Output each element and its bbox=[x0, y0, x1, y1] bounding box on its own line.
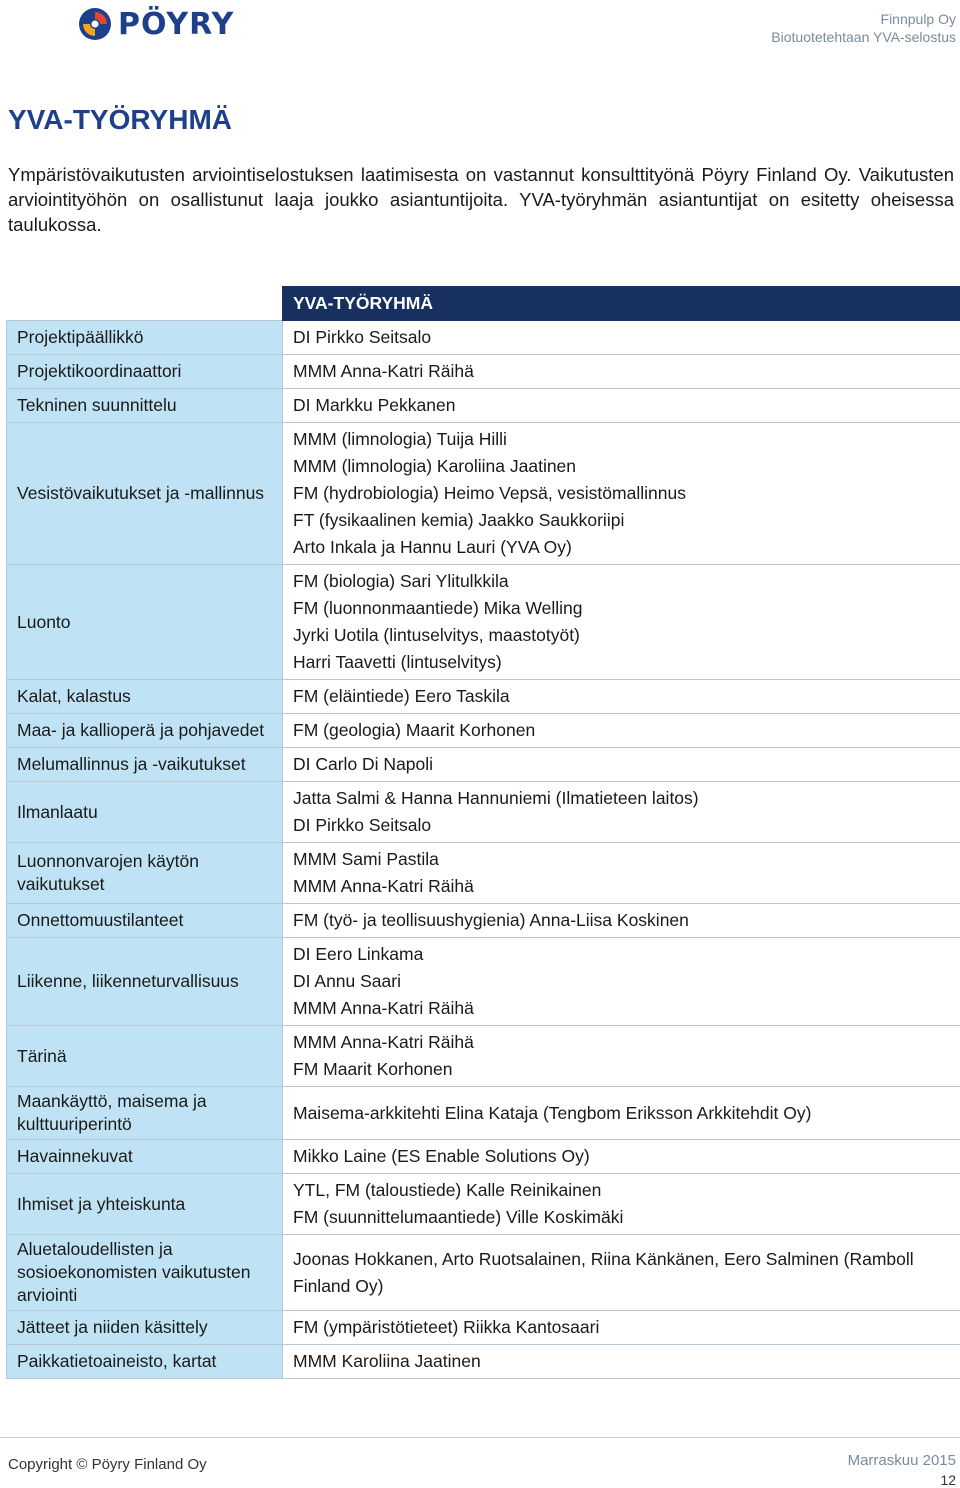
member-name: FM Maarit Korhonen bbox=[293, 1056, 950, 1083]
copyright: Copyright © Pöyry Finland Oy bbox=[8, 1456, 207, 1473]
table-row bbox=[7, 1235, 960, 1311]
page-footer bbox=[0, 1437, 960, 1488]
header-info bbox=[771, 10, 956, 46]
category-cell: Kalat, kalastus bbox=[7, 680, 283, 714]
table-row bbox=[7, 389, 960, 423]
members-cell bbox=[283, 389, 960, 423]
table-row bbox=[7, 1174, 960, 1235]
member-name: MMM Anna-Katri Räihä bbox=[293, 1029, 950, 1056]
member-name: MMM Karoliina Jaatinen bbox=[293, 1348, 950, 1375]
member-name: DI Carlo Di Napoli bbox=[293, 751, 950, 778]
member-name: DI Pirkko Seitsalo bbox=[293, 812, 950, 839]
member-name: MMM Sami Pastila bbox=[293, 846, 950, 873]
category-cell: Aluetaloudellisten ja sosioekonomisten vaikutusten arviointi bbox=[7, 1235, 283, 1311]
members-cell bbox=[283, 565, 960, 680]
category-cell: Projektipäällikkö bbox=[7, 321, 283, 355]
category-cell: Onnettomuustilanteet bbox=[7, 904, 283, 938]
project-name: Biotuotetehtaan YVA-selostus bbox=[771, 28, 956, 46]
member-name: DI Eero Linkama bbox=[293, 941, 950, 968]
poyry-logo-icon bbox=[78, 7, 112, 41]
team-table bbox=[6, 286, 960, 1379]
members-cell bbox=[283, 1087, 960, 1140]
member-name: FM (suunnittelumaantiede) Ville Koskimäki bbox=[293, 1204, 950, 1231]
table-row bbox=[7, 321, 960, 355]
members-cell bbox=[283, 355, 960, 389]
member-name: Harri Taavetti (lintuselvitys) bbox=[293, 649, 950, 676]
members-cell bbox=[283, 1140, 960, 1174]
member-name: Arto Inkala ja Hannu Lauri (YVA Oy) bbox=[293, 534, 950, 561]
members-cell bbox=[283, 1174, 960, 1235]
category-cell: Ihmiset ja yhteiskunta bbox=[7, 1174, 283, 1235]
member-name: FM (ympäristötieteet) Riikka Kantosaari bbox=[293, 1314, 950, 1341]
members-cell bbox=[283, 782, 960, 843]
members-cell bbox=[283, 680, 960, 714]
table-body bbox=[7, 321, 960, 1379]
category-cell: Liikenne, liikenneturvallisuus bbox=[7, 938, 283, 1026]
category-cell: Luonnonvarojen käytön vaikutukset bbox=[7, 843, 283, 904]
table-row bbox=[7, 714, 960, 748]
category-cell: Vesistövaikutukset ja -mallinnus bbox=[7, 423, 283, 565]
table-row bbox=[7, 423, 960, 565]
member-name: MMM Anna-Katri Räihä bbox=[293, 358, 950, 385]
members-cell bbox=[283, 1311, 960, 1345]
table-row bbox=[7, 904, 960, 938]
members-cell bbox=[283, 1235, 960, 1311]
member-name: MMM Anna-Katri Räihä bbox=[293, 995, 950, 1022]
member-name: DI Pirkko Seitsalo bbox=[293, 324, 950, 351]
category-cell: Projektikoordinaattori bbox=[7, 355, 283, 389]
table-row bbox=[7, 1345, 960, 1379]
footer-date: Marraskuu 2015 bbox=[848, 1452, 956, 1469]
category-cell: Jätteet ja niiden käsittely bbox=[7, 1311, 283, 1345]
member-name: MMM (limnologia) Tuija Hilli bbox=[293, 426, 950, 453]
members-cell bbox=[283, 843, 960, 904]
table-row bbox=[7, 782, 960, 843]
category-cell: Maa- ja kallioperä ja pohjavedet bbox=[7, 714, 283, 748]
members-cell bbox=[283, 904, 960, 938]
category-cell: Luonto bbox=[7, 565, 283, 680]
category-cell: Tärinä bbox=[7, 1026, 283, 1087]
table-row bbox=[7, 355, 960, 389]
members-cell bbox=[283, 321, 960, 355]
members-cell bbox=[283, 938, 960, 1026]
member-name: DI Markku Pekkanen bbox=[293, 392, 950, 419]
member-name: FT (fysikaalinen kemia) Jaakko Saukkoriipi bbox=[293, 507, 950, 534]
table-row bbox=[7, 938, 960, 1026]
table-row bbox=[7, 1140, 960, 1174]
table-row bbox=[7, 843, 960, 904]
member-name: MMM Anna-Katri Räihä bbox=[293, 873, 950, 900]
client-name: Finnpulp Oy bbox=[771, 10, 956, 28]
poyry-logo bbox=[78, 4, 234, 44]
member-name: Jatta Salmi & Hanna Hannuniemi (Ilmatieteen laitos) bbox=[293, 785, 950, 812]
intro-paragraph: Ympäristövaikutusten arviointiselostuksen laatimisesta on vastannut konsulttityönä Pöyry Finland Oy. Vaikutusten arviointityöhön on osallistunut laaja joukko asiantuntijoita. YVA-työryhmän asiantuntijat on esitetty oheisessa taulukossa. bbox=[8, 162, 954, 237]
members-cell bbox=[283, 1345, 960, 1379]
members-cell bbox=[283, 714, 960, 748]
member-name: Maisema-arkkitehti Elina Kataja (Tengbom Eriksson Arkkitehdit Oy) bbox=[293, 1100, 950, 1127]
member-name: Mikko Laine (ES Enable Solutions Oy) bbox=[293, 1143, 950, 1170]
table-row bbox=[7, 1087, 960, 1140]
member-name: FM (hydrobiologia) Heimo Vepsä, vesistömallinnus bbox=[293, 480, 950, 507]
category-cell: Melumallinnus ja -vaikutukset bbox=[7, 748, 283, 782]
category-cell: Tekninen suunnittelu bbox=[7, 389, 283, 423]
table-header-row bbox=[7, 287, 960, 321]
logo-text: PÖYRY bbox=[118, 7, 234, 42]
member-name: FM (luonnonmaantiede) Mika Welling bbox=[293, 595, 950, 622]
member-name: Jyrki Uotila (lintuselvitys, maastotyöt) bbox=[293, 622, 950, 649]
table-row bbox=[7, 748, 960, 782]
category-cell: Ilmanlaatu bbox=[7, 782, 283, 843]
page-number: 12 bbox=[940, 1472, 956, 1488]
table-row bbox=[7, 1311, 960, 1345]
member-name: FM (työ- ja teollisuushygienia) Anna-Liisa Koskinen bbox=[293, 907, 950, 934]
table-row bbox=[7, 1026, 960, 1087]
members-cell bbox=[283, 423, 960, 565]
category-cell: Paikkatietoaineisto, kartat bbox=[7, 1345, 283, 1379]
members-cell bbox=[283, 748, 960, 782]
member-name: FM (geologia) Maarit Korhonen bbox=[293, 717, 950, 744]
member-name: DI Annu Saari bbox=[293, 968, 950, 995]
table-header: YVA-TYÖRYHMÄ bbox=[283, 287, 960, 321]
category-cell: Maankäyttö, maisema ja kulttuuriperintö bbox=[7, 1087, 283, 1140]
member-name: YTL, FM (taloustiede) Kalle Reinikainen bbox=[293, 1177, 950, 1204]
table-row bbox=[7, 565, 960, 680]
member-name: Joonas Hokkanen, Arto Ruotsalainen, Riina Känkänen, Eero Salminen (Ramboll Finland Oy) bbox=[293, 1246, 950, 1300]
header-blank-cell bbox=[7, 287, 283, 321]
page-title: YVA-TYÖRYHMÄ bbox=[8, 104, 232, 136]
member-name: MMM (limnologia) Karoliina Jaatinen bbox=[293, 453, 950, 480]
table-row bbox=[7, 680, 960, 714]
category-cell: Havainnekuvat bbox=[7, 1140, 283, 1174]
members-cell bbox=[283, 1026, 960, 1087]
page-header bbox=[0, 0, 960, 70]
member-name: FM (biologia) Sari Ylitulkkila bbox=[293, 568, 950, 595]
member-name: FM (eläintiede) Eero Taskila bbox=[293, 683, 950, 710]
